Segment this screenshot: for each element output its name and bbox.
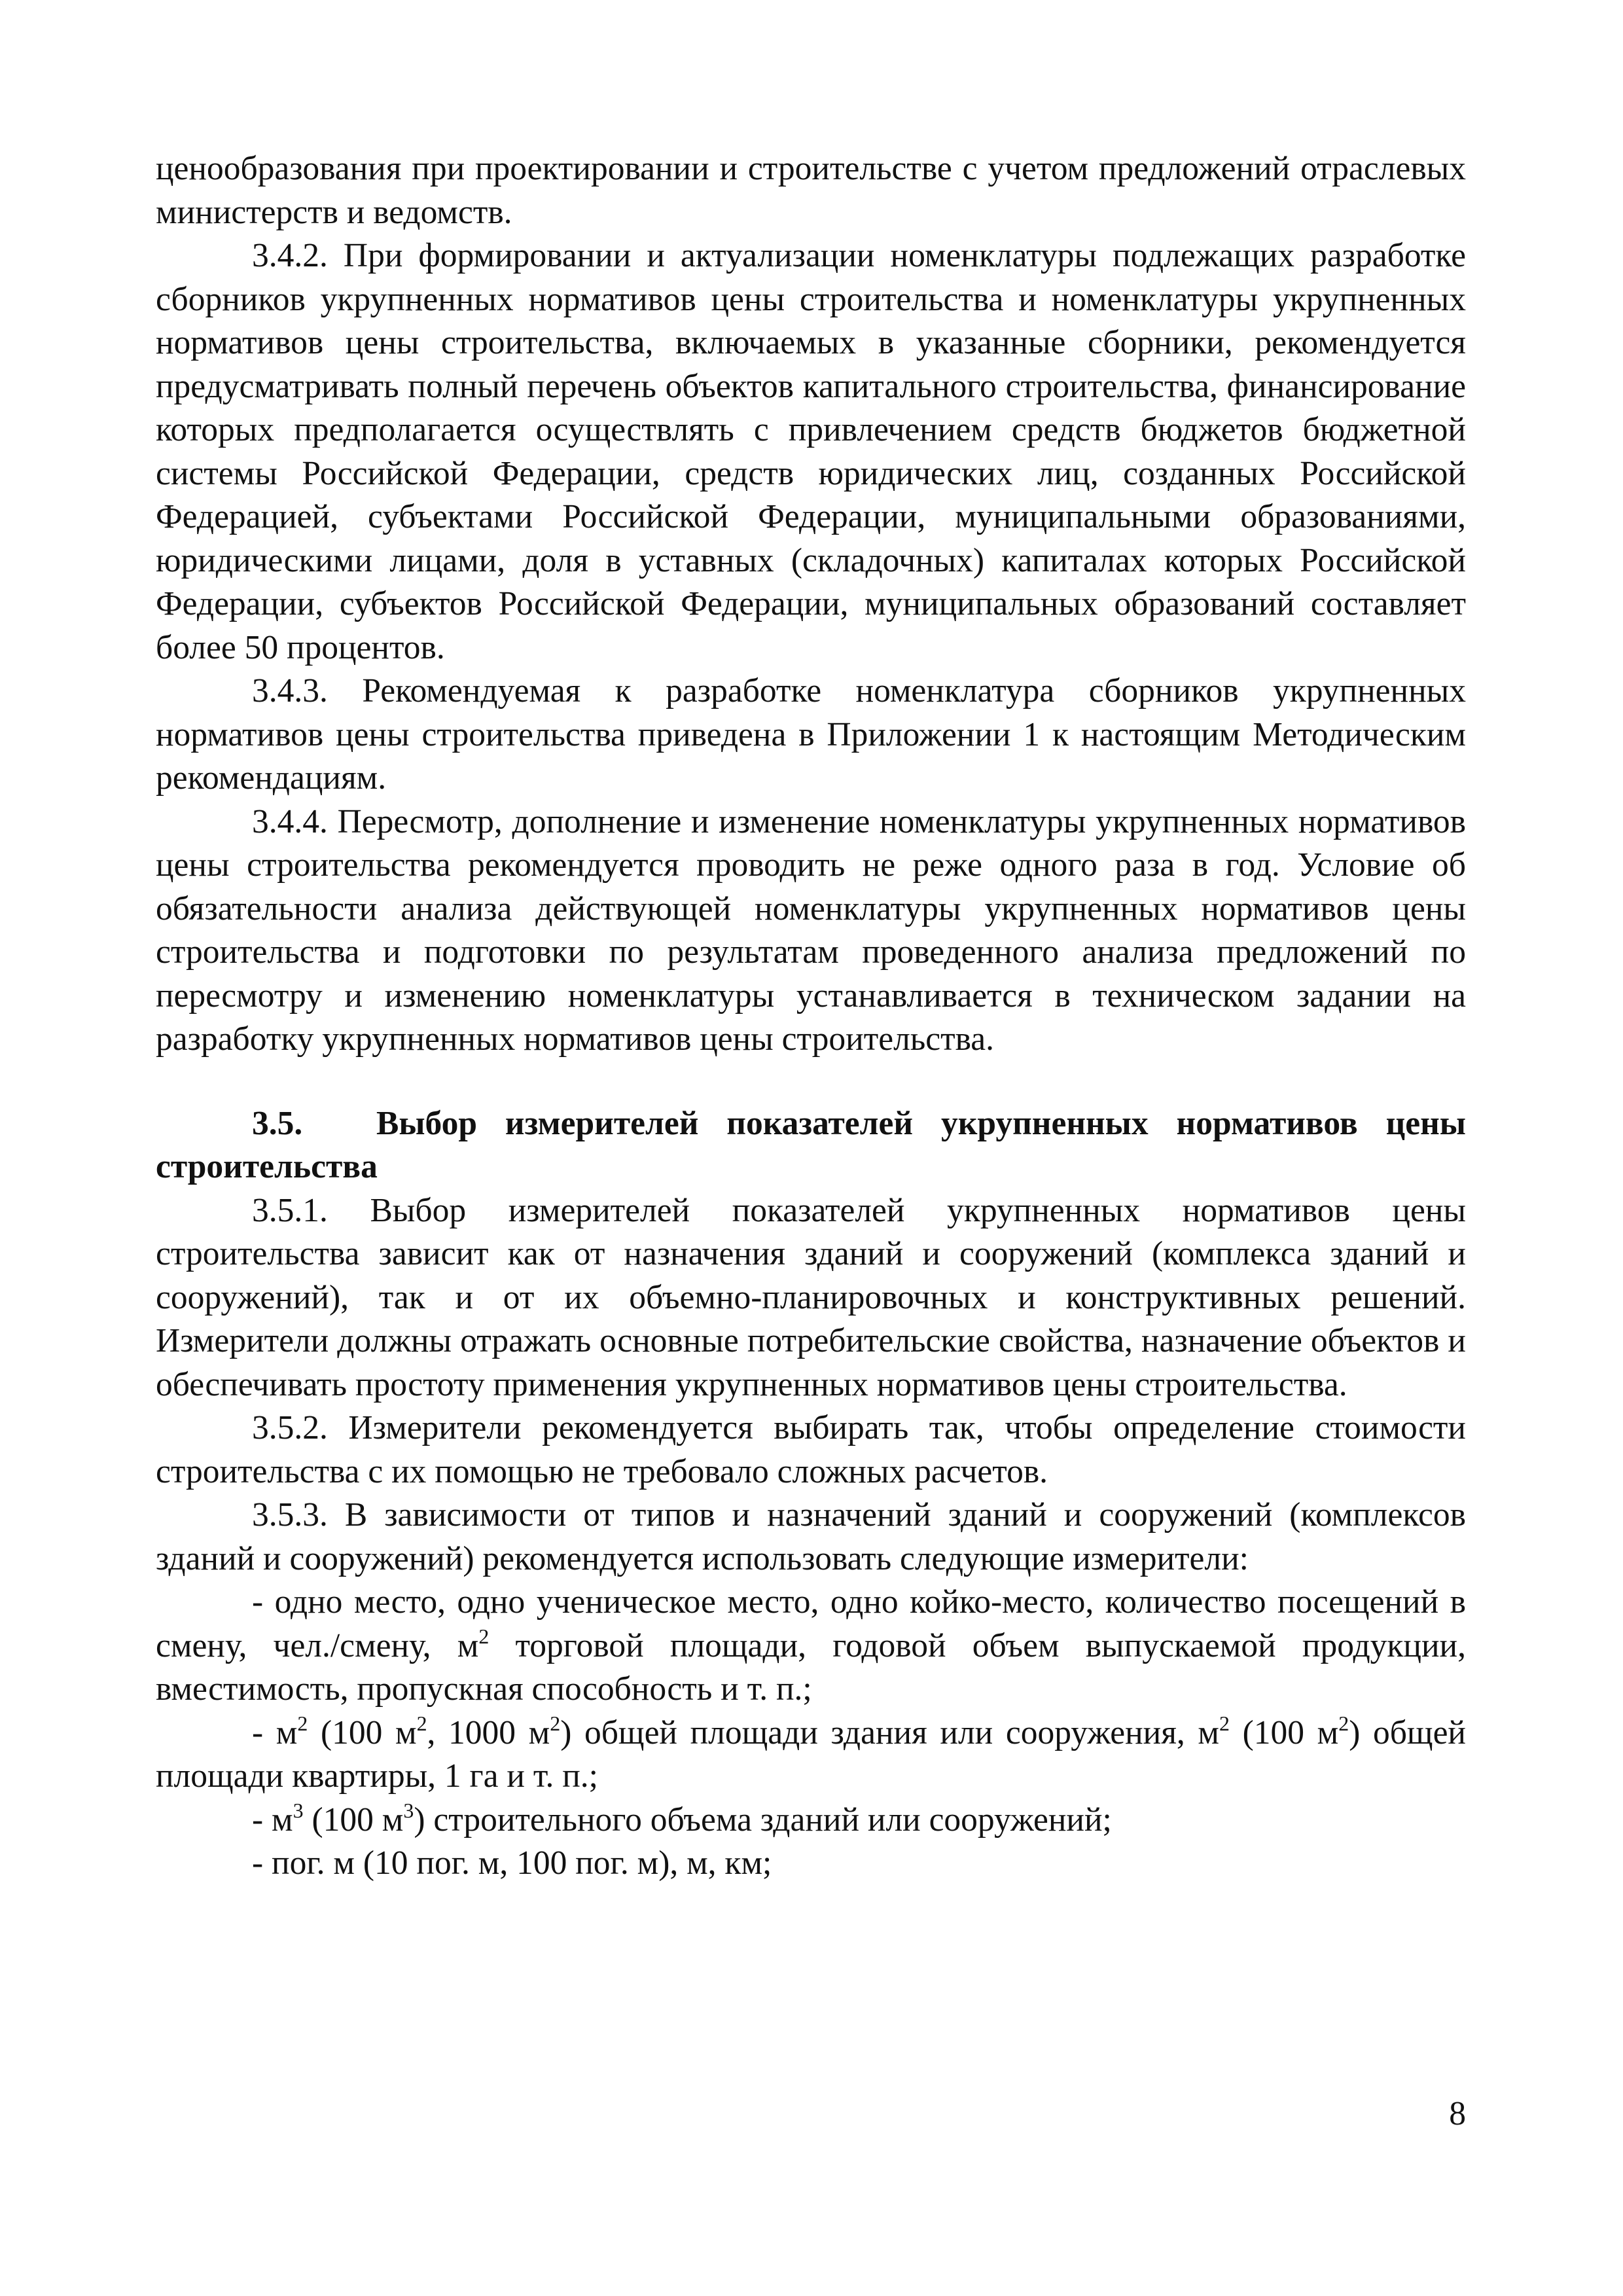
list-item-2-text-e: (100 м	[1229, 1713, 1339, 1751]
superscript: 3	[403, 1799, 414, 1822]
page-number: 8	[1449, 2095, 1466, 2132]
paragraph-3-4-4: 3.4.4. Пересмотр, дополнение и изменение номенклатуры укрупненных нормативов цены строительства рекомендуется проводить не реже одного раза в год. Условие об обязательности анализа действующей номенклатуры укрупненных нормативов цены строительства и подготовки по результатам проведенного анализа предложений по пересмотру и изменению номенклатуры устанавливается в техническом задании на разработку укрупненных нормативов цены строительства.	[156, 802, 1466, 1058]
section-title: Выбор измерителей показателей укрупненных нормативов цены строительства	[156, 1104, 1466, 1185]
list-item-1	[156, 1581, 1466, 1712]
paragraph-continuation: ценообразования при проектировании и строительстве с учетом предложений отраслевых министерств и ведомств.	[156, 150, 1466, 231]
list-item-1-text-b: торговой площади, годовой объем выпускаемой продукции, вместимость, пропускная способность и т. п.;	[156, 1626, 1466, 1708]
paragraph-3-5-3: 3.5.3. В зависимости от типов и назначений зданий и сооружений (комплексов зданий и сооружений) рекомендуется использовать следующие измерители:	[156, 1496, 1466, 1577]
list-item-2-text-b: (100 м	[308, 1713, 417, 1751]
list-item-1-text-a: - одно место, одно ученическое место, одно койко-место, количество посещений в смену, чел./смену, м	[156, 1583, 1466, 1664]
document-page	[156, 147, 1466, 1886]
list-item-4: - пог. м (10 пог. м, 100 пог. м), м, км;	[252, 1844, 772, 1882]
list-item-3-text-a: - м	[252, 1801, 293, 1839]
superscript: 2	[416, 1712, 427, 1735]
list-item-2-text-f: ) общей площади квартиры, 1 га и т. п.;	[156, 1713, 1466, 1795]
list-item-3-text-b: (100 м	[303, 1801, 404, 1839]
section-gap	[156, 1062, 1466, 1102]
list-item-2	[156, 1712, 1466, 1799]
superscript: 3	[293, 1799, 304, 1822]
paragraph-3-4-2: 3.4.2. При формировании и актуализации номенклатуры подлежащих разработке сборников укрупненных нормативов цены строительства и номенклатуры укрупненных нормативов цены строительства, включаемых в указанные сборники, рекомендуется предусматривать полный перечень объектов капитального строительства, финансирование которых предполагается осуществлять с привлечением средств бюджетов бюджетной системы Российской Федерации, средств юридических лиц, созданных Российской Федерацией, субъектами Российской Федерации, муниципальными образованиями, юридическими лицами, доля в уставных (складочных) капиталах которых Российской Федерации, субъектов Российской Федерации, муниципальных образований составляет более 50 процентов.	[156, 237, 1466, 666]
superscript: 2	[478, 1624, 490, 1648]
list-item-3-text-c: ) строительного объема зданий или сооружений;	[414, 1801, 1112, 1839]
superscript: 2	[550, 1712, 561, 1735]
superscript: 2	[1338, 1712, 1349, 1735]
section-number: 3.5.	[252, 1104, 303, 1142]
list-item-2-text-c: , 1000 м	[427, 1713, 550, 1751]
paragraph-3-4-3: 3.4.3. Рекомендуемая к разработке номенклатура сборников укрупненных нормативов цены строительства приведена в Приложении 1 к настоящим Методическим рекомендациям.	[156, 672, 1466, 797]
list-item-2-text-d: ) общей площади здания или сооружения, м	[560, 1713, 1220, 1751]
superscript: 2	[1219, 1712, 1230, 1735]
superscript: 2	[297, 1712, 308, 1735]
paragraph-3-5-1: 3.5.1. Выбор измерителей показателей укрупненных нормативов цены строительства зависит как от назначения зданий и сооружений (комплекса зданий и сооружений), так и от их объемно-планировочных и конструктивных решений. Измерители должны отражать основные потребительские свойства, назначение объектов и обеспечивать простоту применения укрупненных нормативов цены строительства.	[156, 1191, 1466, 1403]
list-item-2-text-a: - м	[252, 1713, 298, 1751]
section-heading-3-5	[156, 1102, 1466, 1189]
paragraph-3-5-2: 3.5.2. Измерители рекомендуется выбирать так, чтобы определение стоимости строительства с их помощью не требовало сложных расчетов.	[156, 1409, 1466, 1490]
list-item-3	[156, 1799, 1466, 1842]
